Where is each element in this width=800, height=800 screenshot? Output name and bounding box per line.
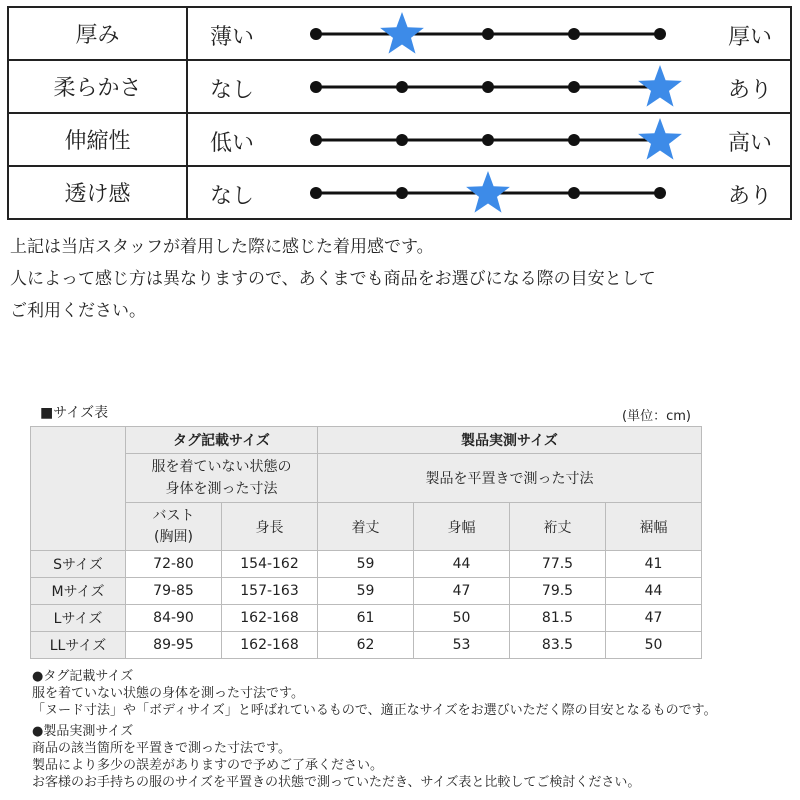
col-bust-line: バスト: [152, 507, 195, 524]
table-cell: 53: [414, 632, 510, 659]
table-row: [31, 551, 702, 578]
scale-dot: [568, 81, 580, 93]
scale-dot: [654, 187, 666, 199]
table-row: [31, 605, 702, 632]
feel-row: [8, 7, 791, 60]
feel-label: 厚み: [8, 7, 187, 60]
table-cell: 81.5: [510, 605, 606, 632]
feel-scale: [187, 113, 791, 166]
table-cell: 89-95: [126, 632, 222, 659]
table-cell: 59: [318, 551, 414, 578]
table-row: [31, 578, 702, 605]
rating-star-icon: [638, 118, 682, 160]
scale-dot: [482, 134, 494, 146]
table-cell: 47: [414, 578, 510, 605]
scale-graphic: [188, 167, 792, 218]
table-cell: 47: [606, 605, 702, 632]
scale-dot: [310, 81, 322, 93]
footnote-line: 商品の該当箇所を平置きで測った寸法です。: [32, 741, 291, 756]
scale-low-label: なし: [210, 78, 255, 103]
col-header: 着丈: [318, 503, 414, 551]
feel-scale: [187, 166, 791, 219]
col-header: 裄丈: [510, 503, 606, 551]
size-label: LLサイズ: [31, 632, 126, 659]
group-tag-header: タグ記載サイズ: [126, 427, 318, 454]
scale-dot: [310, 187, 322, 199]
feel-row: [8, 166, 791, 219]
table-cell: 61: [318, 605, 414, 632]
table-cell: 84-90: [126, 605, 222, 632]
table-row: [31, 632, 702, 659]
table-cell: 72-80: [126, 551, 222, 578]
tag-desc-line: 身体を測った寸法: [165, 481, 278, 497]
col-header: 身長: [222, 503, 318, 551]
size-label: Lサイズ: [31, 605, 126, 632]
scale-dot: [310, 134, 322, 146]
table-cell: 41: [606, 551, 702, 578]
scale-high-label: 高い: [727, 131, 772, 156]
table-cell: 162-168: [222, 605, 318, 632]
scale-graphic: [188, 114, 792, 165]
actual-desc: 製品を平置きで測った寸法: [318, 454, 702, 503]
table-cell: 157-163: [222, 578, 318, 605]
table-cell: 77.5: [510, 551, 606, 578]
footnote-line: 製品により多少の誤差がありますので予めご了承ください。: [32, 758, 384, 773]
col-bust-line: (胸囲): [154, 528, 193, 545]
footnote-line: 服を着ていない状態の身体を測った寸法です。: [32, 686, 304, 701]
scale-low-label: 低い: [210, 131, 255, 156]
col-header: 裾幅: [606, 503, 702, 551]
feel-label: 柔らかさ: [8, 60, 187, 113]
table-cell: 62: [318, 632, 414, 659]
feel-row: [8, 113, 791, 166]
feel-scale: [187, 60, 791, 113]
col-bust: [126, 503, 222, 551]
table-cell: 79.5: [510, 578, 606, 605]
note-line: 人によって感じ方は異なりますので、あくまでも商品をお選びになる際の目安として: [10, 269, 656, 289]
scale-dot: [568, 134, 580, 146]
size-table: [30, 426, 702, 659]
scale-high-label: あり: [727, 78, 772, 103]
scale-high-label: あり: [727, 184, 772, 209]
scale-low-label: 薄い: [210, 25, 255, 50]
group-actual-header: 製品実測サイズ: [318, 427, 702, 454]
table-cell: 44: [606, 578, 702, 605]
footnote-heading: ●製品実測サイズ: [32, 724, 134, 739]
table-cell: 50: [606, 632, 702, 659]
table-cell: 50: [414, 605, 510, 632]
feel-label: 伸縮性: [8, 113, 187, 166]
rating-star-icon: [466, 171, 510, 213]
size-label: Sサイズ: [31, 551, 126, 578]
footnote-line: 「ヌード寸法」や「ボディサイズ」と呼ばれているもので、適正なサイズをお選びいただく際の目安となるものです。: [32, 703, 717, 718]
note-line: 上記は当店スタッフが着用した際に感じた着用感です。: [10, 237, 434, 257]
corner-cell: [31, 427, 126, 551]
footnote-line: お客様のお手持ちの服のサイズを平置きの状態で測っていただき、サイズ表と比較してご検討ください。: [32, 775, 641, 790]
scale-dot: [396, 81, 408, 93]
scale-dot: [396, 134, 408, 146]
scale-dot: [310, 28, 322, 40]
scale-graphic: [188, 61, 792, 112]
scale-graphic: [188, 8, 792, 59]
rating-star-icon: [380, 12, 424, 54]
feel-table: [7, 6, 792, 220]
unit-label: (単位：cm): [622, 409, 691, 424]
table-cell: 79-85: [126, 578, 222, 605]
scale-dot: [396, 187, 408, 199]
col-header: 身幅: [414, 503, 510, 551]
table-cell: 83.5: [510, 632, 606, 659]
tag-desc-line: 服を着ていない状態の: [151, 459, 292, 475]
table-cell: 162-168: [222, 632, 318, 659]
rating-star-icon: [638, 65, 682, 107]
size-table-title: ■サイズ表: [40, 405, 109, 421]
tag-desc: [126, 454, 318, 503]
scale-dot: [568, 187, 580, 199]
scale-high-label: 厚い: [727, 25, 772, 50]
note-line: ご利用ください。: [10, 301, 146, 321]
scale-dot: [482, 81, 494, 93]
feel-row: [8, 60, 791, 113]
table-cell: 44: [414, 551, 510, 578]
feel-scale: [187, 7, 791, 60]
size-label: Mサイズ: [31, 578, 126, 605]
table-cell: 59: [318, 578, 414, 605]
scale-low-label: なし: [210, 184, 255, 209]
table-cell: 154-162: [222, 551, 318, 578]
footnote-heading: ●タグ記載サイズ: [32, 669, 134, 684]
scale-dot: [568, 28, 580, 40]
scale-dot: [482, 28, 494, 40]
scale-dot: [654, 28, 666, 40]
feel-label: 透け感: [8, 166, 187, 219]
